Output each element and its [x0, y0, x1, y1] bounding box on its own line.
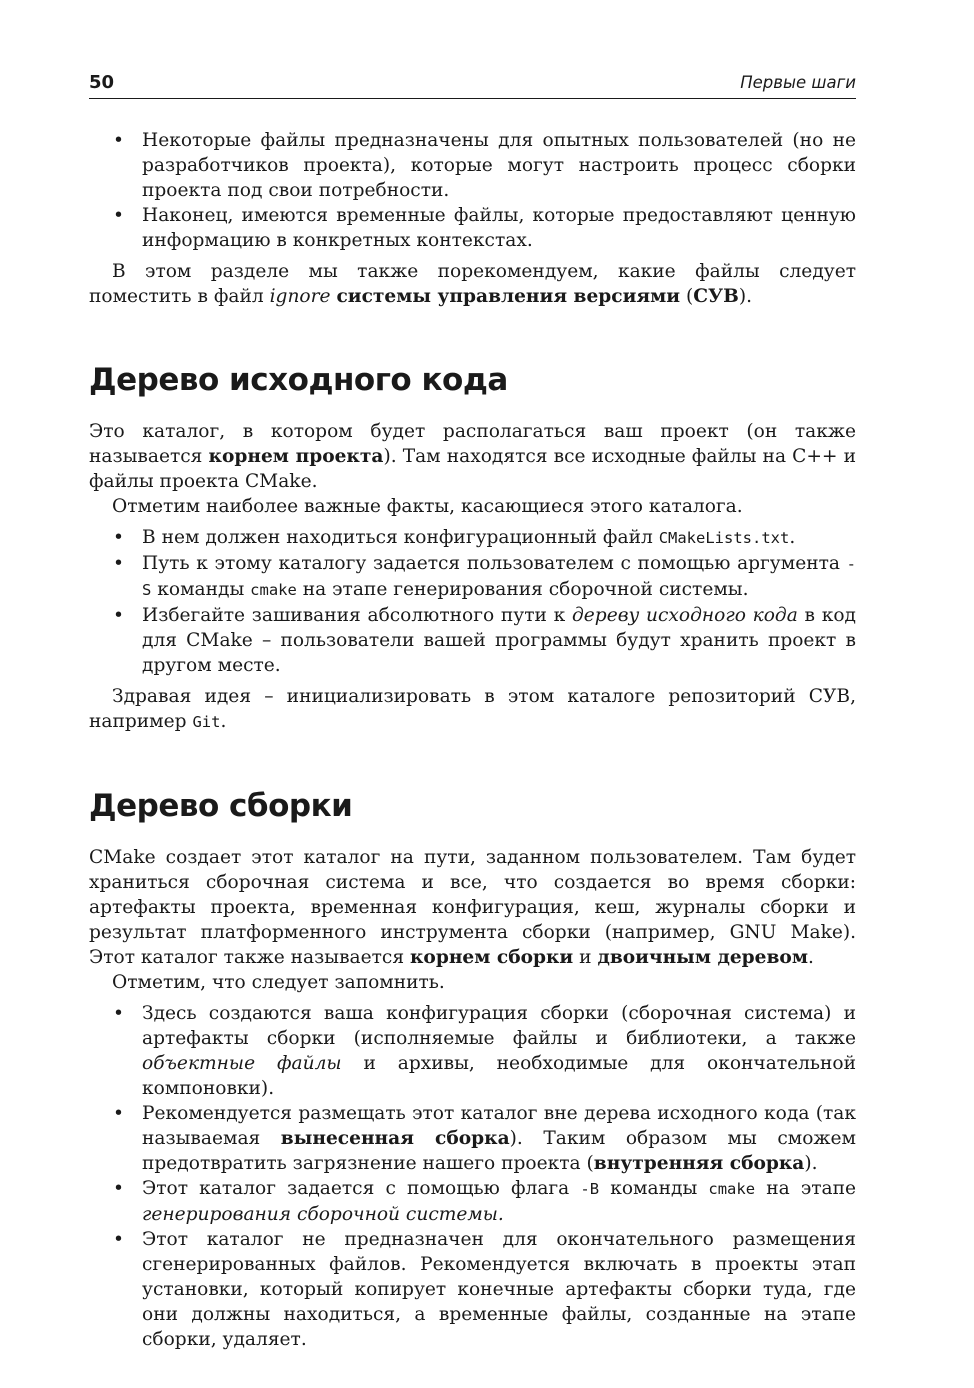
list-item: • Наконец, имеются временные файлы, которые предоставляют ценную информацию в конкретных контекстах. [113, 205, 856, 251]
intro-bullet-list [89, 128, 856, 253]
list-item: • Избегайте зашивания абсолютного пути к дереву исходного кода в код для CMake – пользователи вашей программы будут хранить проект в другом месте. [113, 605, 856, 676]
section-heading-source-tree: Дерево исходного кода [89, 362, 508, 398]
bullet-icon: • [113, 205, 124, 226]
list-item: • Этот каталог задается с помощью флага -B команды cmake на этапе генерирования сборочной системы. [113, 1178, 857, 1225]
page-content [89, 128, 856, 1358]
bullet-icon: • [113, 605, 124, 626]
build-tree-bullet-list [89, 1001, 856, 1352]
bullet-icon: • [113, 1103, 124, 1124]
section-heading-build-tree: Дерево сборки [89, 788, 353, 824]
list-item: • Этот каталог не предназначен для окончательного размещения сгенерированных файлов. Рекомендуется включать в проекты этап установки, который копирует конечные артефакты сборки туда, где они должны находиться, а временные файлы, созданные на этапе сборки, удаляет. [113, 1229, 856, 1350]
bullet-icon: • [113, 130, 124, 151]
code-git: Git [192, 713, 221, 731]
code-filename: CMakeLists.txt [658, 529, 790, 547]
build-tree-paragraph: CMake создает этот каталог на пути, заданном пользователем. Там будет храниться сборочная система и все, что создается во время сборки: артефакты проекта, временная конфигурация, кеш, журналы сборки и результат платформенного инструмента сборки (например, GNU Make). Этот каталог также называется корнем сборки и двоичным деревом. [89, 847, 856, 968]
bullet-icon: • [113, 1178, 124, 1199]
bullet-icon: • [113, 1003, 124, 1024]
page-number: 50 [89, 72, 115, 93]
source-tree-paragraph: Это каталог, в котором будет располагаться ваш проект (он также называется корнем проекта). Там находятся все исходные файлы на C++ и файлы проекта CMake. [89, 421, 856, 492]
build-tree-notes-intro: Отметим, что следует запомнить. [112, 972, 445, 993]
source-tree-facts-intro: Отметим наиболее важные факты, касающиеся этого каталога. [112, 496, 743, 517]
source-tree-advice: Здравая идея – инициализировать в этом каталоге репозиторий СУВ, например Git. [89, 686, 856, 732]
list-item: • В нем должен находиться конфигурационный файл CMakeLists.txt. [113, 527, 796, 548]
list-item: • Путь к этому каталогу задается пользователем с помощью аргумента -S команды cmake на этапе генерирования сборочной системы. [113, 553, 856, 600]
page-header [89, 70, 856, 99]
list-item: • Здесь создаются ваша конфигурация сборки (сборочная система) и артефакты сборки (исполняемые файлы и библиотеки, а также объектные файлы и архивы, необходимые для окончательной компоновки). [113, 1003, 856, 1099]
code-command: cmake [250, 581, 297, 599]
intro-paragraph: В этом разделе мы также порекомендуем, какие файлы следует поместить в файл ignore системы управления версиями (СУВ). [89, 261, 856, 307]
bullet-icon: • [113, 1229, 124, 1250]
code-command: cmake [708, 1180, 756, 1198]
list-item: • Некоторые файлы предназначены для опытных пользователей (но не разработчиков проекта), которые могут настроить процесс сборки проекта под свои потребности. [113, 130, 856, 201]
running-title: Первые шаги [740, 73, 856, 92]
bullet-icon: • [113, 527, 124, 548]
source-tree-bullet-list [89, 525, 856, 678]
bullet-icon: • [113, 553, 124, 574]
list-item: • Рекомендуется размещать этот каталог вне дерева исходного кода (так называемая вынесенная сборка). Таким образом мы сможем предотвратить загрязнение нашего проекта (внутренняя сборка). [113, 1103, 856, 1174]
code-flag: -B [580, 1180, 600, 1198]
code-flag: -S [142, 555, 856, 599]
